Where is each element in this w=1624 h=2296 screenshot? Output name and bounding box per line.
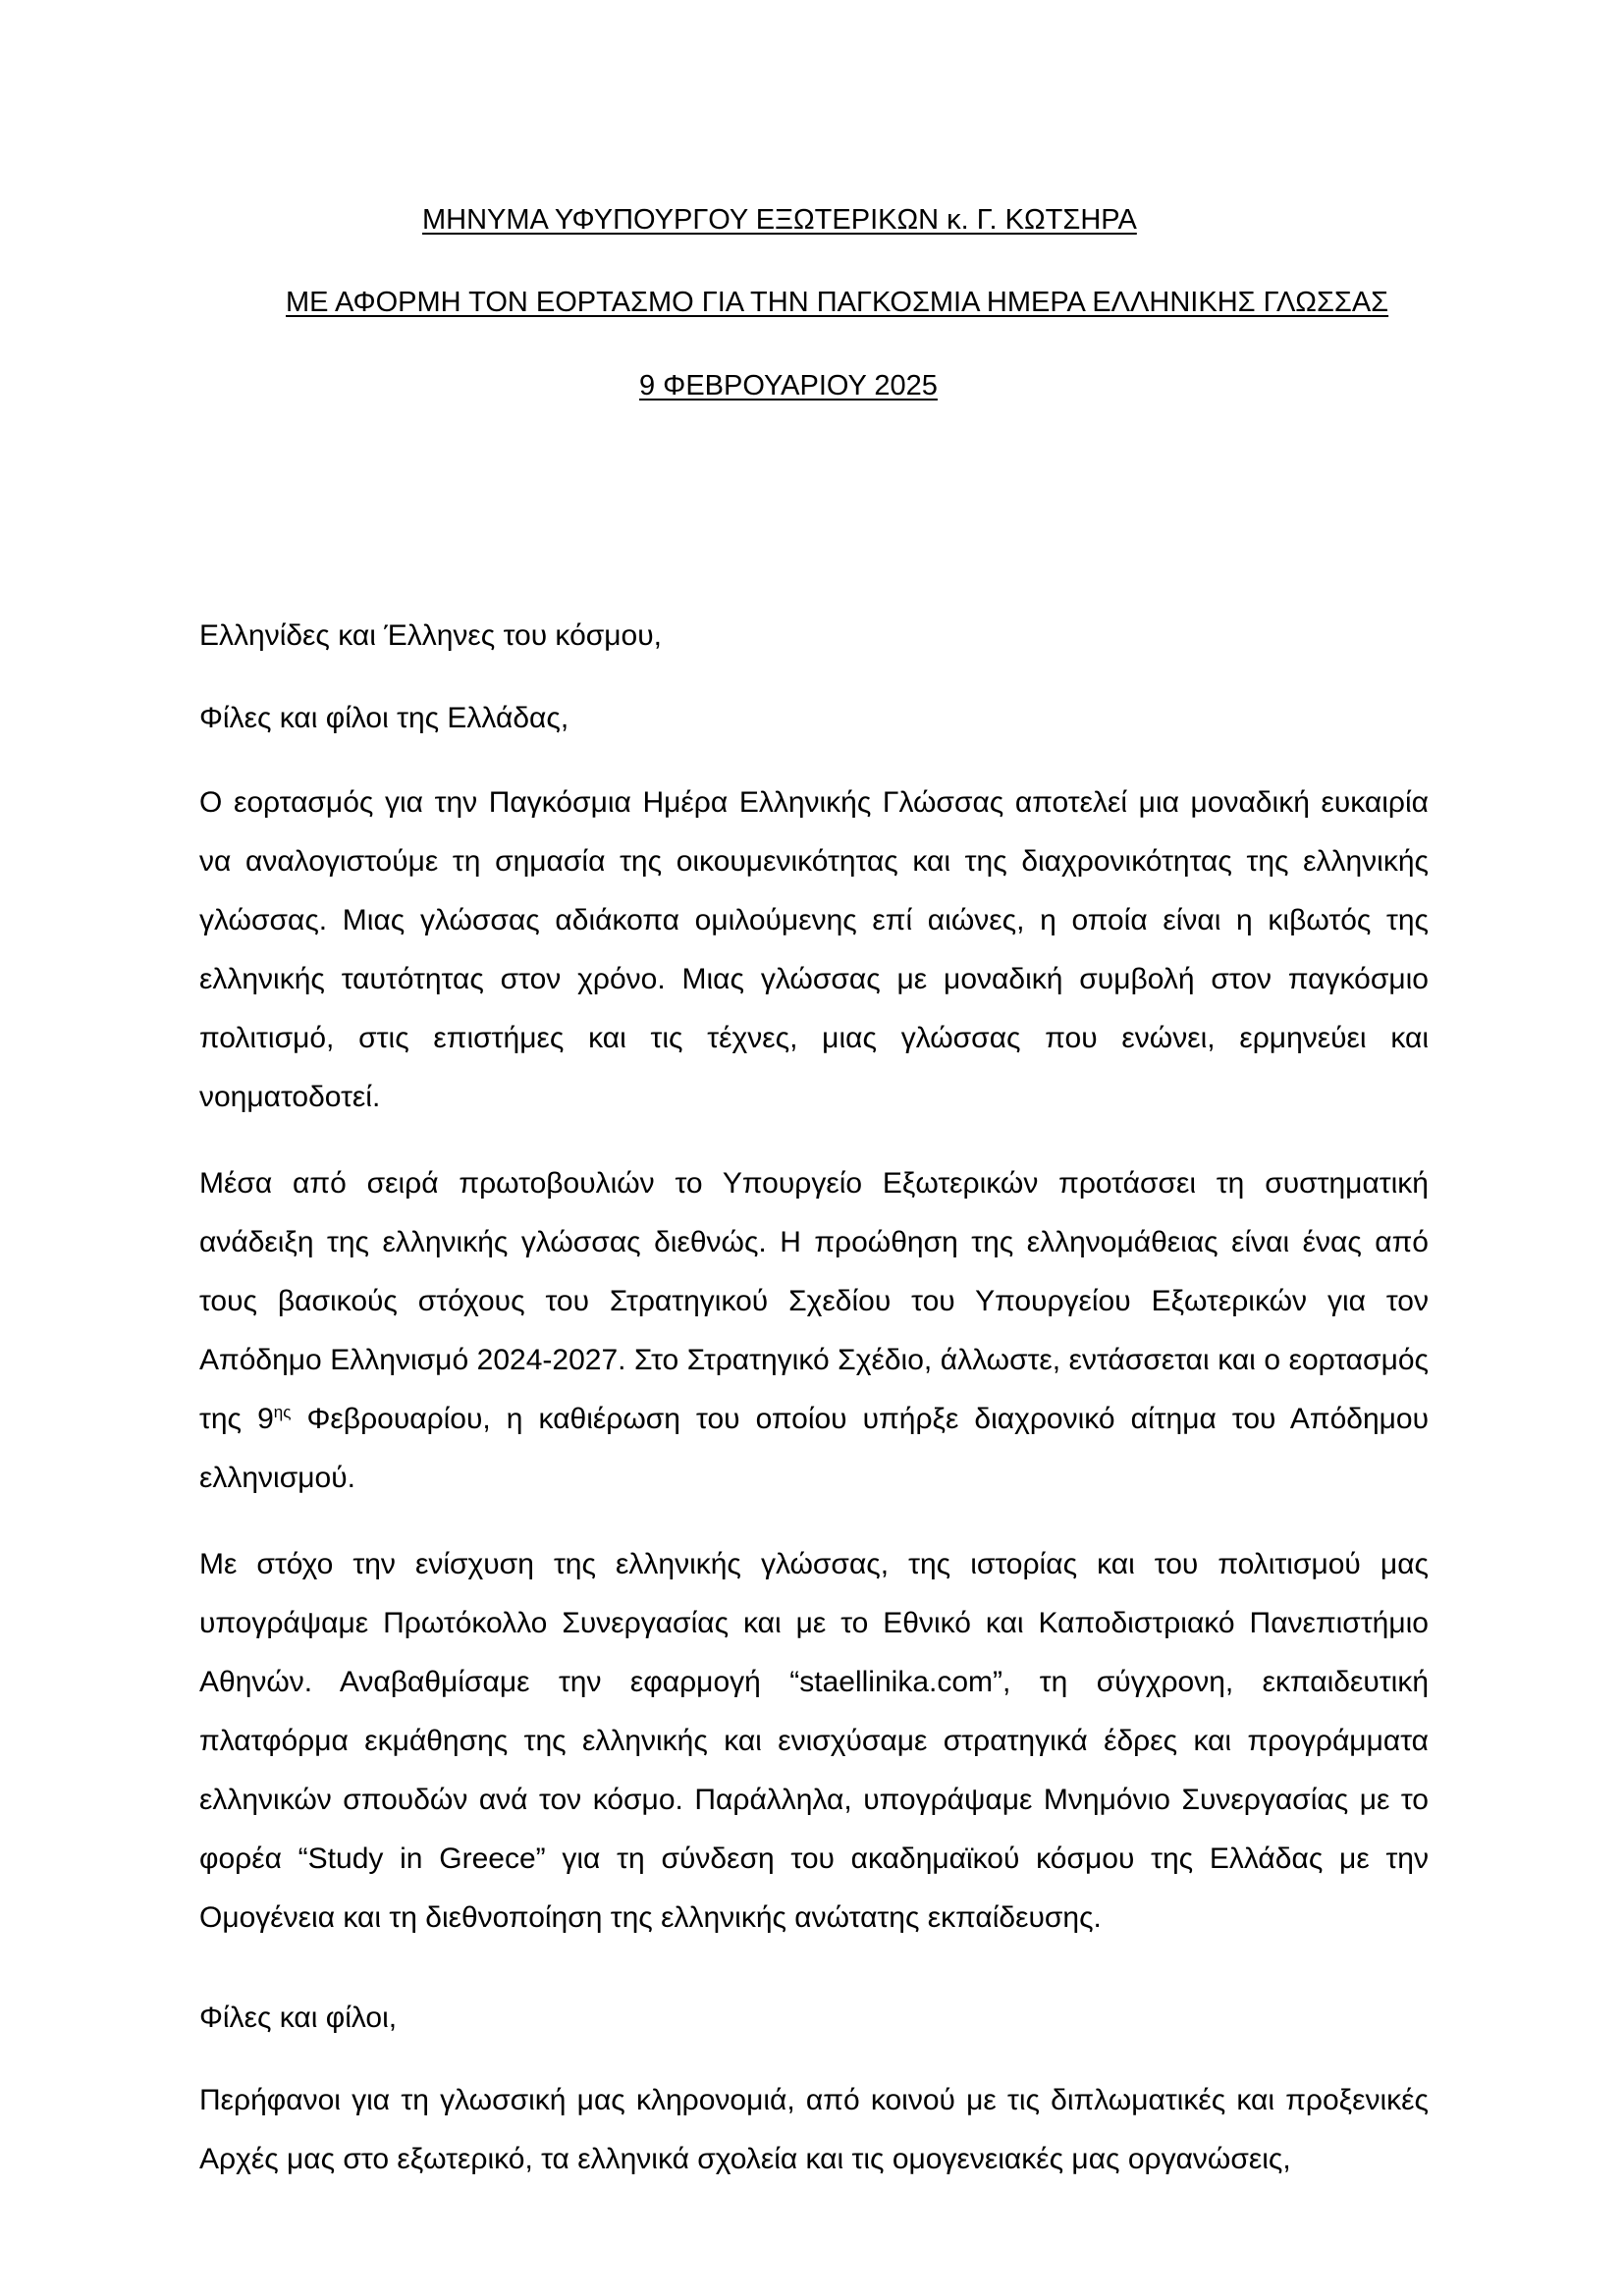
paragraph-2-text-b: Φεβρουαρίου, η καθιέρωση του οποίου υπήρξε διαχρονικό αίτημα του Απόδημου ελληνισμού. — [199, 1403, 1430, 1494]
paragraph-4: Περήφανοι για τη γλωσσική μας κληρονομιά, από κοινού με τις διπλωματικές και προξενικές Αρχές μας στο εξωτερικό, τα ελληνικά σχολεία και τις ομογενειακές μας οργανώσεις, — [199, 2084, 1429, 2175]
paragraph-3: Με στόχο την ενίσχυση της ελληνικής γλώσσας, της ιστορίας και του πολιτισμού μας υπογράψαμε Πρωτόκολλο Συνεργασίας και με το Εθνικό και Καποδιστριακό Πανεπιστήμιο Αθηνών. Αναβαθμίσαμε την εφαρμογή “staellinika.com”, τη σύγχρονη, εκπαιδευτική πλατφόρμα εκμάθησης της ελληνικής και ενισχύσαμε στρατηγικά έδρες και προγράμματα ελληνικών σπουδών ανά τον κόσμο. Παράλληλα, υπογράψαμε Μνημόνιο Συνεργασίας με το φορέα “Study in Greece” για τη σύνδεση του ακαδημαϊκού κόσμου της Ελλάδας με την Ομογένεια και τη διεθνοποίηση της ελληνικής ανώτατης εκπαίδευσης. — [199, 1548, 1429, 1934]
paragraph-2-text-a: Μέσα από σειρά πρωτοβουλιών το Υπουργείο Εξωτερικών προτάσσει τη συστηματική ανάδειξη της ελληνικής γλώσσας διεθνώς. Η προώθηση της ελληνομάθειας είναι ένας από τους βασικούς στόχους του Στρατηγικού Σχεδίου του Υπουργείου Εξωτερικών για τον Απόδημο Ελληνισμό 2024-2027. Στο Στρατηγικό Σχέδιο, άλλωστε, εντάσσεται και ο εορτασμός της 9 — [199, 1167, 1429, 1435]
heading-date: 9 ΦΕΒΡΟΥΑΡΙΟΥ 2025 — [639, 370, 938, 401]
paragraph-4-block — [199, 2071, 1429, 2189]
heading-subtitle: ΜΕ ΑΦΟΡΜΗ ΤΟΝ ΕΟΡΤΑΣΜΟ ΓΙΑ ΤΗΝ ΠΑΓΚΟΣΜΙΑ ΗΜΕΡΑ ΕΛΛΗΝΙΚΗΣ ΓΛΩΣΣΑΣ — [286, 287, 1389, 318]
paragraph-2 — [199, 1154, 1429, 1508]
paragraph-1-block — [199, 774, 1429, 1127]
greeting-line-2: Φίλες και φίλοι της Ελλάδας, — [199, 702, 569, 734]
paragraph-3-block — [199, 1535, 1429, 1948]
paragraph-1: Ο εορτασμός για την Παγκόσμια Ημέρα Ελληνικής Γλώσσας αποτελεί μια μοναδική ευκαιρία να αναλογιστούμε τη σημασία της οικουμενικότητας και της διαχρονικότητας της ελληνικής γλώσσας. Μιας γλώσσας αδιάκοπα ομιλούμενης επί αιώνες, η οποία είναι η κιβωτός της ελληνικής ταυτότητας στον χρόνο. Μιας γλώσσας με μοναδική συμβολή στον παγκόσμιο πολιτισμό, στις επιστήμες και τις τέχνες, μιας γλώσσας που ενώνει, ερμηνεύει και νοηματοδοτεί. — [199, 786, 1429, 1113]
paragraph-2-block — [199, 1154, 1429, 1508]
ordinal-superscript: ης — [273, 1403, 292, 1421]
salutation-line: Φίλες και φίλοι, — [199, 2002, 398, 2034]
greeting-line-1: Ελληνίδες και Έλληνες του κόσμου, — [199, 619, 662, 652]
heading-title: ΜΗΝΥΜΑ ΥΦΥΠΟΥΡΓΟΥ ΕΞΩΤΕΡΙΚΩΝ κ. Γ. ΚΩΤΣΗΡΑ — [422, 204, 1137, 236]
